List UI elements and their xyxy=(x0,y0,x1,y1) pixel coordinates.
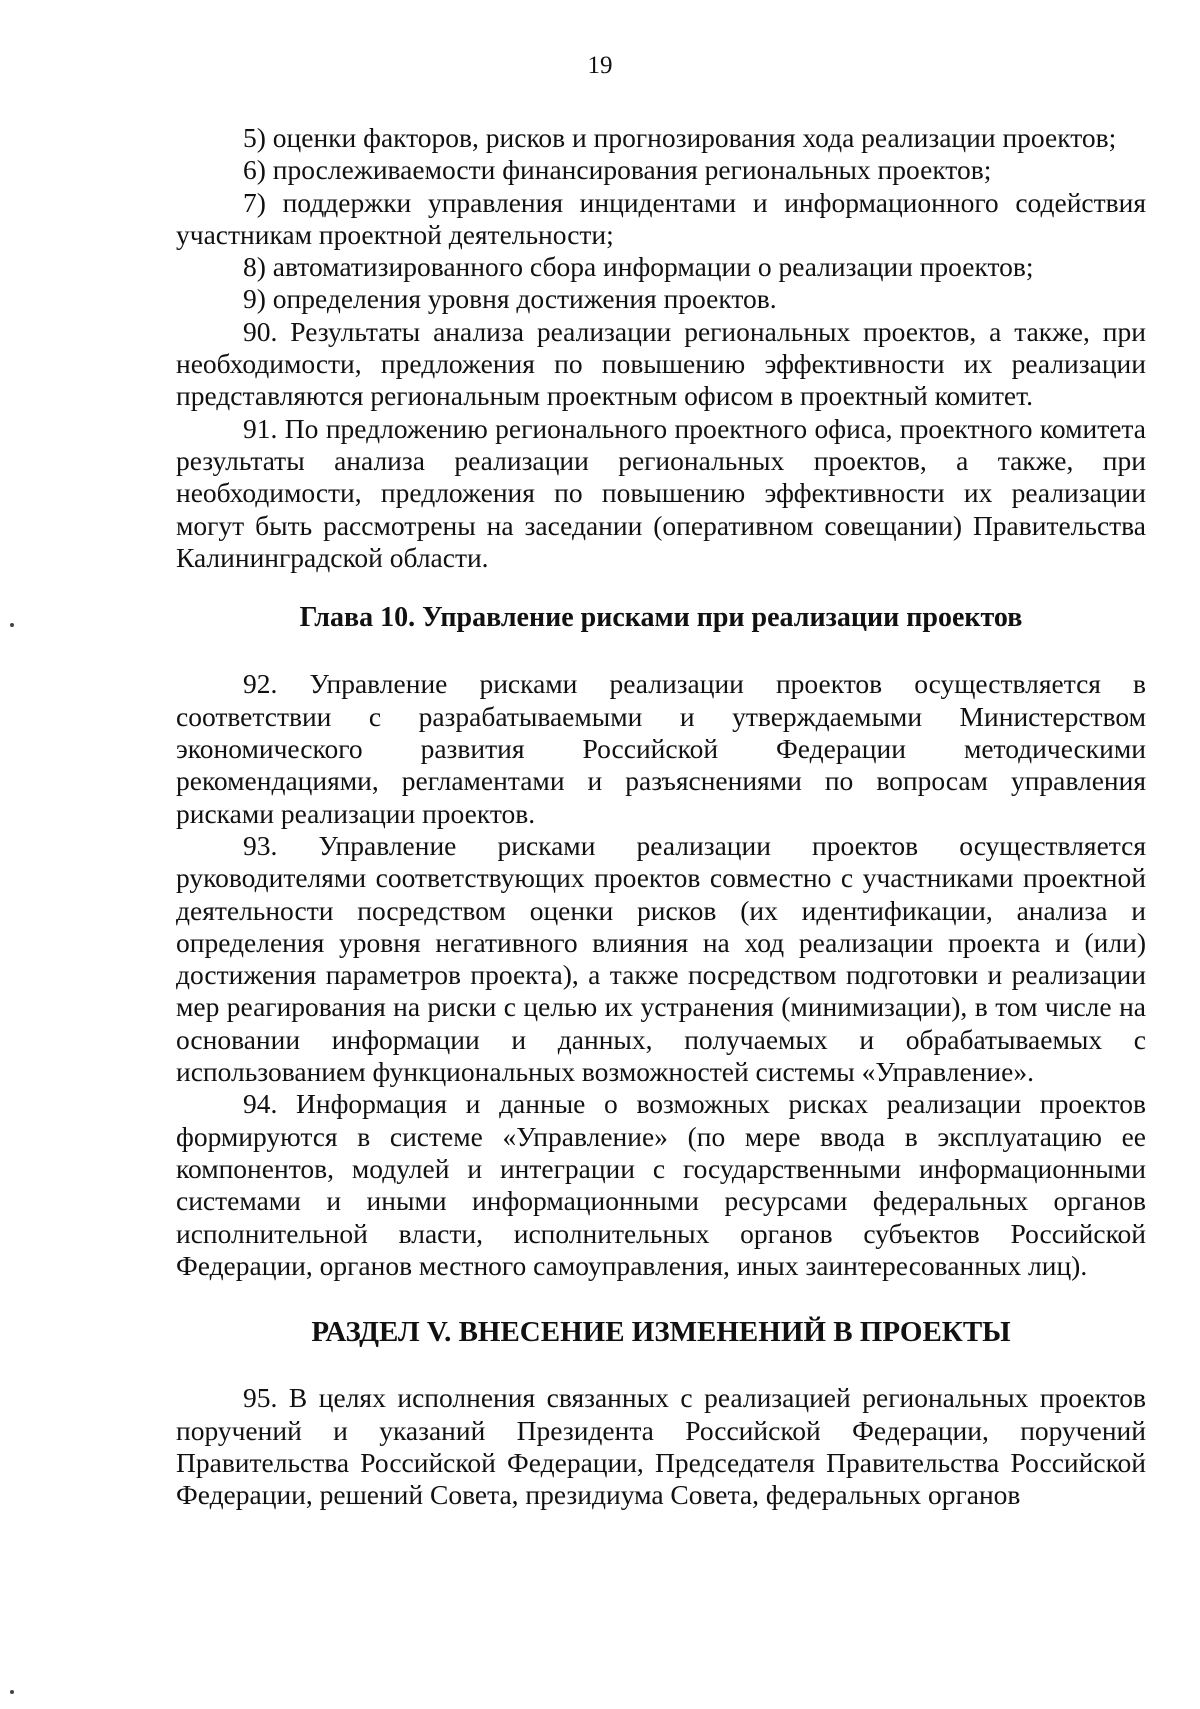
page-number: 19 xyxy=(587,52,613,79)
list-item-9: 9) определения уровня достижения проектов. xyxy=(243,283,777,315)
section-heading: РАЗДЕЛ V. ВНЕСЕНИЕ ИЗМЕНЕНИЙ В ПРОЕКТЫ xyxy=(311,1316,1011,1349)
paragraph-95: 95. В целях исполнения связанных с реализацией региональных проектов поручений и указаний Президента Российской Федерации, поручений Правительства Российской Федерации, Председателя Правительства Российской Федерации, решений Совета, президиума Совета, федеральных органов xyxy=(176,1382,1146,1511)
scan-artifact-dot xyxy=(10,623,14,627)
paragraph-92: 92. Управление рисками реализации проектов осуществляется в соответствии с разрабатываемыми и утверждаемыми Министерством экономического развития Российской Федерации методическими рекомендациями, регламентами и разъяснениями по вопросам управления рисками реализации проектов. xyxy=(176,668,1146,829)
scan-artifact-dot xyxy=(10,1690,14,1694)
list-item-7: 7) поддержки управления инцидентами и информационного содействия участникам проектной деятельности; xyxy=(176,186,1146,250)
list-item-8: 8) автоматизированного сбора информации о реализации проектов; xyxy=(243,251,1034,283)
paragraph-94: 94. Информация и данные о возможных рисках реализации проектов формируются в системе «Управление» (по мере ввода в эксплуатацию ее компонентов, модулей и интеграции с государственными информационными системами и иными информационными ресурсами федеральных органов исполнительной власти, исполнительных органов субъектов Российской Федерации, органов местного самоуправления, иных заинтересованных лиц). xyxy=(176,1088,1146,1281)
list-item-5: 5) оценки факторов, рисков и прогнозирования хода реализации проектов; xyxy=(243,122,1117,153)
paragraph-90: 90. Результаты анализа реализации региональных проектов, а также, при необходимости, предложения по повышению эффективности их реализации представляются региональным проектным офисом в проектный комитет. xyxy=(176,315,1146,412)
document-body xyxy=(176,122,1146,1512)
paragraph-91: 91. По предложению регионального проектного офиса, проектного комитета результаты анализа реализации региональных проектов, а также, при необходимости, предложения по повышению эффективности их реализации могут быть рассмотрены на заседании (оперативном совещании) Правительства Калининградской области. xyxy=(176,412,1146,573)
list-item-6: 6) прослеживаемости финансирования региональных проектов; xyxy=(243,154,992,186)
paragraph-93: 93. Управление рисками реализации проектов осуществляется руководителями соответствующих проектов совместно с участниками проектной деятельности посредством оценки рисков (их идентификации, анализа и определения уровня негативного влияния на ход реализации проекта и (или) достижения параметров проекта), а также посредством подготовки и реализации мер реагирования на риски с целью их устранения (минимизации), в том числе на основании информации и данных, получаемых и обрабатываемых с использованием функциональных возможностей системы «Управление». xyxy=(176,829,1146,1088)
chapter-heading: Глава 10. Управление рисками при реализации проектов xyxy=(299,602,1023,634)
